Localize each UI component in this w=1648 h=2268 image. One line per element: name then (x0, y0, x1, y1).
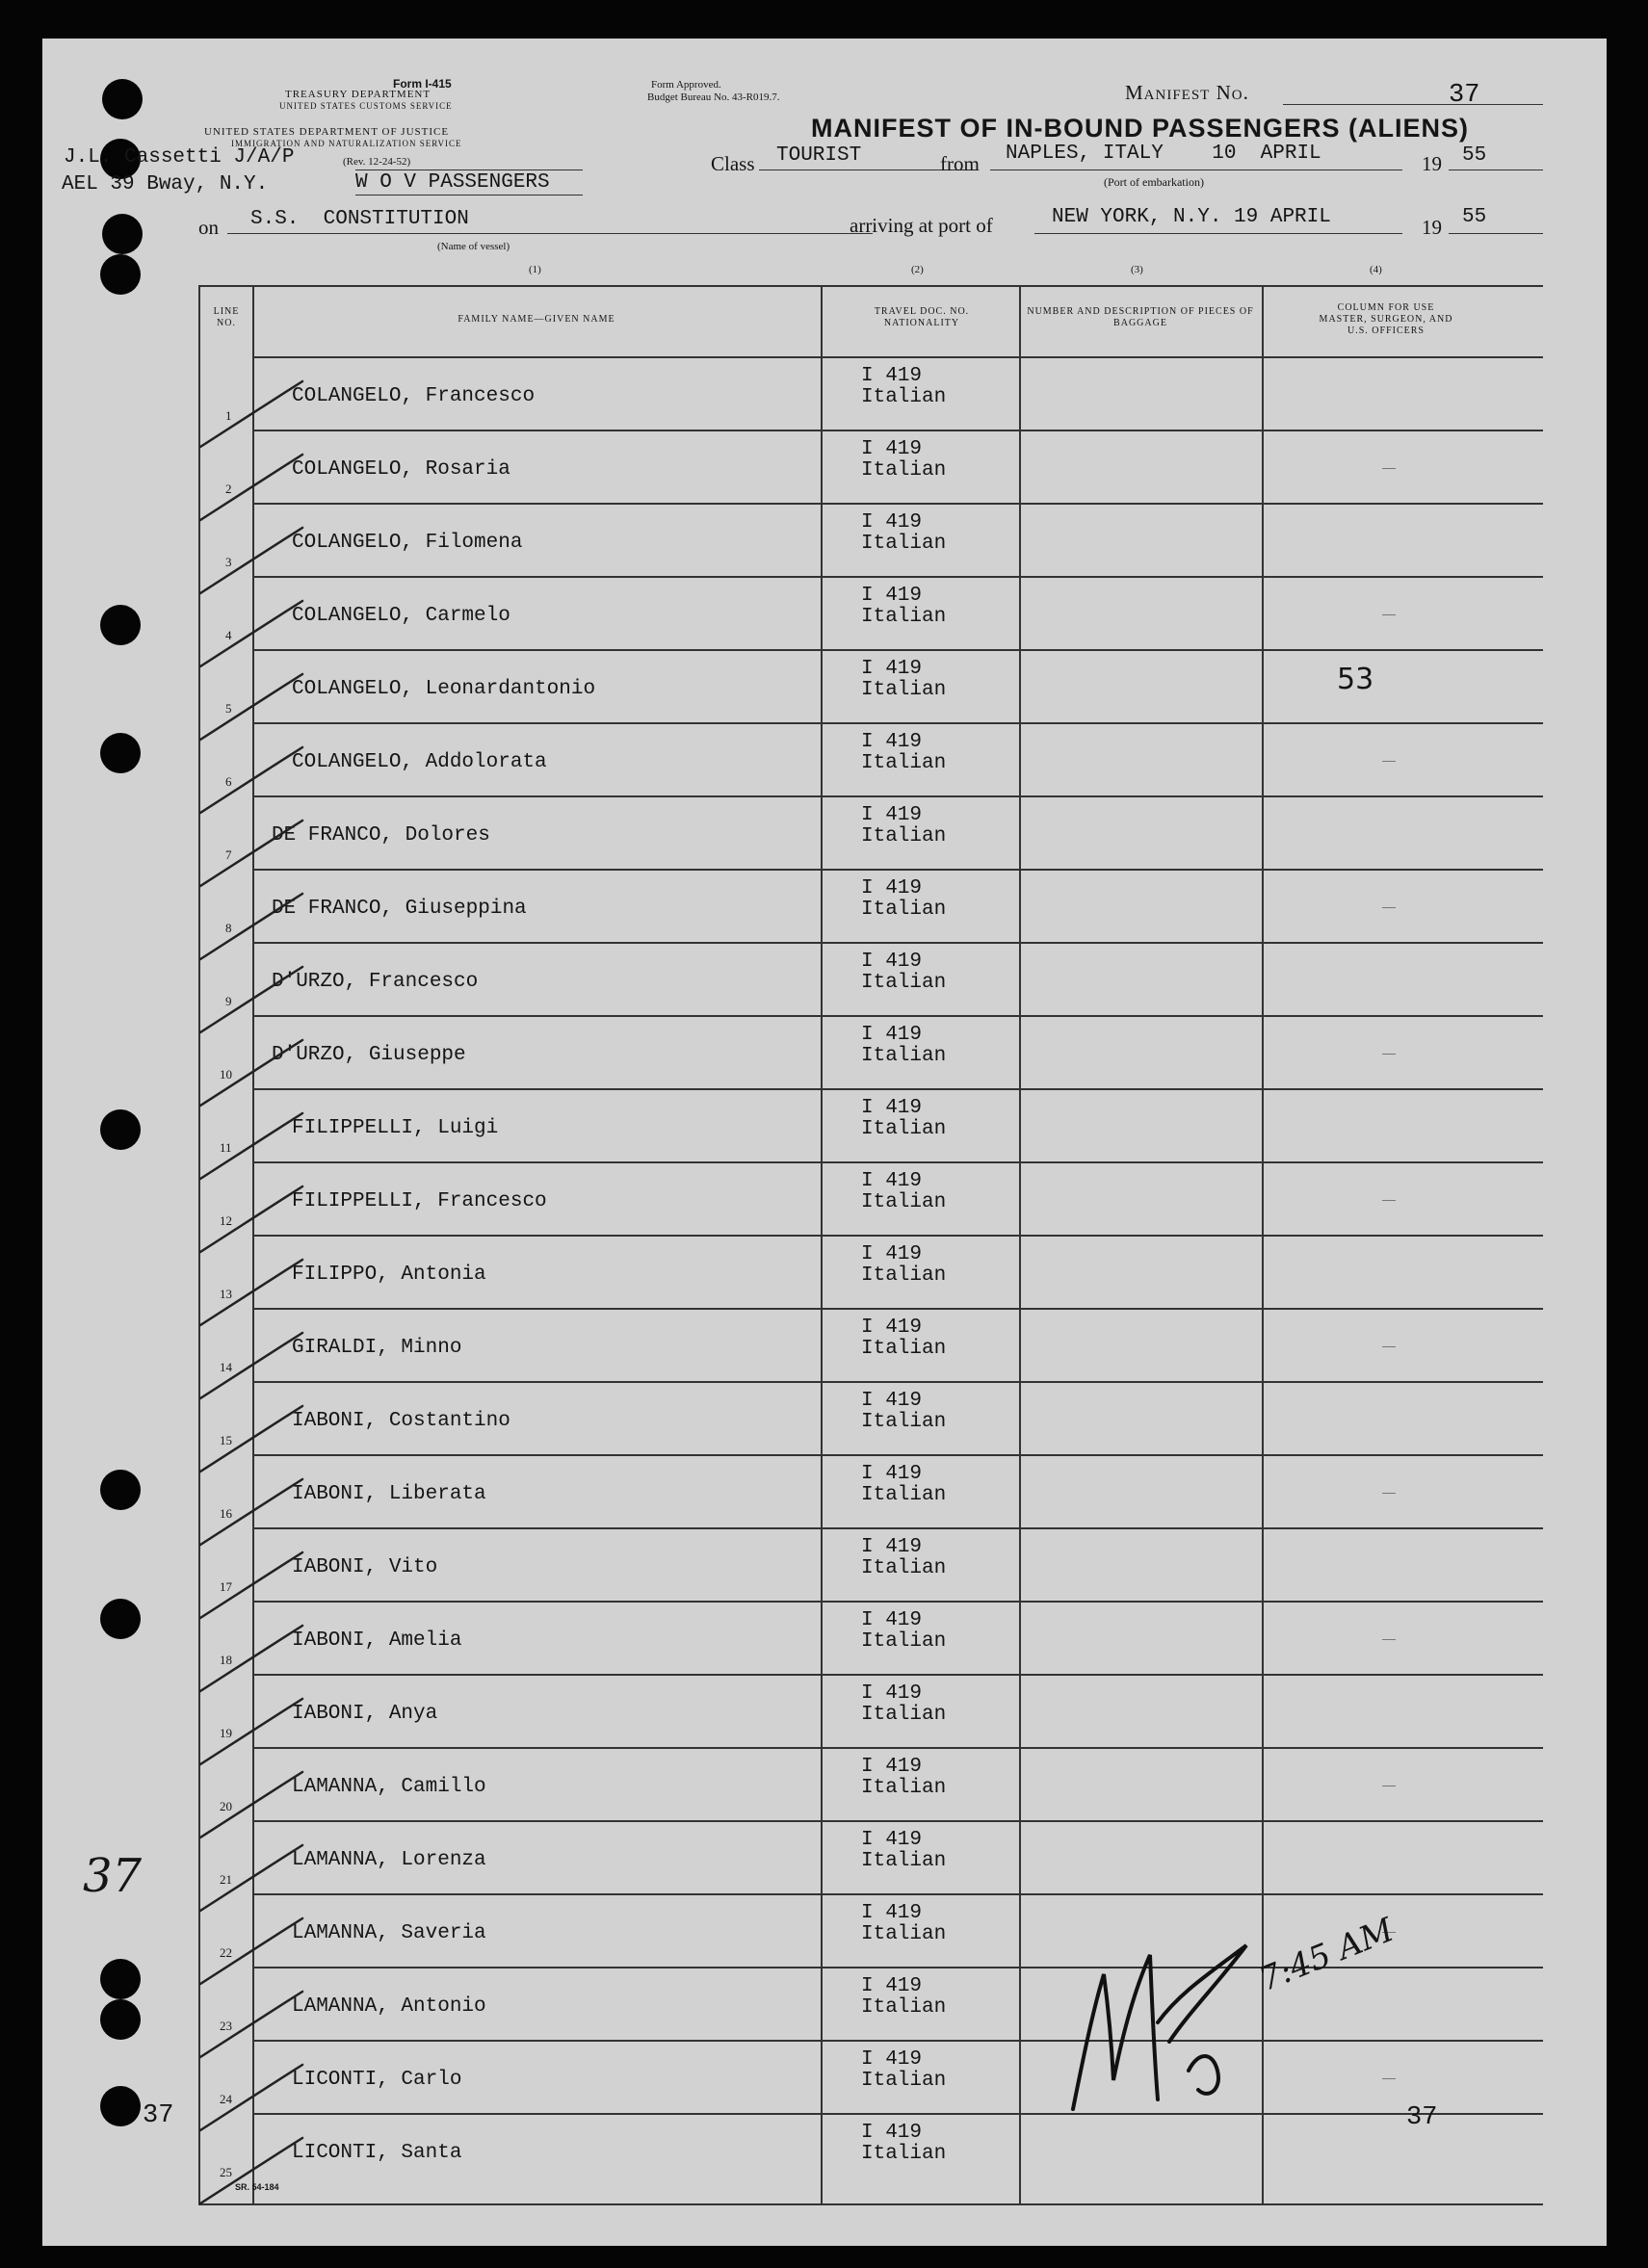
nationality: Italian (861, 1630, 947, 1653)
wov-passengers: W O V PASSENGERS (355, 171, 550, 194)
agent-stamp-line1: J.L. Cassetti J/A/P (64, 146, 295, 169)
line-number: 8 (225, 921, 232, 935)
nationality: Italian (861, 2143, 947, 2165)
line-number: 25 (220, 2165, 232, 2179)
baggage-note: 53 (1337, 663, 1374, 696)
print-code: SR. 54-184 (235, 2182, 279, 2192)
line-number: 24 (220, 2092, 232, 2106)
passenger-name: D'URZO, Giuseppe (272, 1044, 466, 1066)
line-number: 12 (220, 1213, 232, 1228)
check-mark (198, 1034, 314, 1111)
line-number: 13 (220, 1287, 232, 1301)
nationality: Italian (861, 606, 947, 628)
travel-doc-cell (861, 805, 946, 847)
inspector-signature (1044, 1907, 1275, 2119)
passenger-name: LICONTI, Carlo (292, 2069, 462, 2091)
check-mark (198, 1181, 314, 1258)
year-embark: 55 (1462, 144, 1487, 167)
check-mark (198, 1693, 314, 1770)
line-number: 21 (220, 1872, 232, 1887)
travel-doc-cell (861, 878, 946, 921)
travel-doc-number: I 419 (861, 1097, 923, 1119)
nationality: Italian (861, 1264, 947, 1287)
nationality: Italian (861, 459, 947, 482)
travel-doc-cell (861, 1683, 946, 1726)
travel-doc-number: I 419 (861, 1463, 923, 1485)
line-number: 15 (220, 1433, 232, 1447)
column-header-travel-doc: TRAVEL DOC. NO. NATIONALITY (874, 306, 970, 328)
nationality: Italian (861, 1338, 947, 1360)
nationality: Italian (861, 2070, 947, 2092)
check-mark (198, 668, 314, 745)
travel-doc-number: I 419 (861, 951, 923, 973)
officer-dash (1382, 1639, 1396, 1640)
punch-hole (100, 1959, 141, 1999)
passenger-name: LAMANNA, Saveria (292, 1922, 486, 1944)
vessel-caption: (Name of vessel) (437, 241, 510, 252)
check-mark (198, 376, 314, 453)
travel-doc-number: I 419 (861, 2122, 923, 2144)
travel-doc-cell (861, 1025, 946, 1067)
agent-stamp-line2: AEL 39 Bway, N.Y. (62, 173, 269, 196)
travel-doc-cell (861, 1391, 946, 1433)
punch-hole (100, 1999, 141, 2040)
check-mark (198, 449, 314, 526)
margin-number: 37 (83, 1849, 143, 1903)
check-mark (198, 1986, 314, 2063)
punch-hole (102, 214, 143, 254)
line-number: 14 (220, 1360, 232, 1374)
nationality: Italian (861, 1850, 947, 1872)
travel-doc-cell (861, 1171, 946, 1213)
officer-dash (1382, 761, 1396, 762)
travel-doc-number: I 419 (861, 2048, 923, 2071)
travel-doc-number: I 419 (861, 1609, 923, 1631)
travel-doc-cell (861, 1317, 946, 1360)
passenger-name: DE FRANCO, Giuseppina (272, 898, 527, 920)
punch-hole (102, 79, 143, 119)
year-prefix-arrival: 19 (1422, 216, 1442, 239)
check-mark (198, 2132, 314, 2209)
form-approved: Form Approved. (651, 79, 721, 91)
travel-doc-cell (861, 512, 946, 555)
nationality: Italian (861, 1484, 947, 1506)
nationality: Italian (861, 386, 947, 408)
punch-hole (100, 254, 141, 295)
travel-doc-number: I 419 (861, 1170, 923, 1192)
signature-time: 7:45 AM (1253, 1911, 1399, 1999)
line-number: 10 (220, 1067, 232, 1082)
class-value: TOURIST (776, 144, 862, 167)
check-mark (198, 1400, 314, 1477)
travel-doc-cell (861, 1610, 946, 1653)
passenger-name: DE FRANCO, Dolores (272, 824, 490, 847)
passenger-name: IABONI, Costantino (292, 1410, 510, 1432)
passenger-name: LAMANNA, Antonio (292, 1995, 486, 2018)
line-number: 19 (220, 1726, 232, 1740)
manifest-page (42, 39, 1607, 2246)
line-number: 6 (225, 774, 232, 789)
passenger-table (198, 285, 1543, 2205)
travel-doc-number: I 419 (861, 658, 923, 680)
passenger-name: COLANGELO, Filomena (292, 532, 523, 554)
budget-bureau: Budget Bureau No. 43-R019.7. (647, 91, 780, 103)
line-number: 18 (220, 1653, 232, 1667)
travel-doc-number: I 419 (861, 1902, 923, 1924)
class-label: Class (711, 152, 755, 175)
travel-doc-cell (861, 1757, 946, 1799)
nationality: Italian (861, 1045, 947, 1067)
immigration-label: IMMIGRATION AND NATURALIZATION SERVICE (231, 139, 462, 148)
nationality: Italian (861, 679, 947, 701)
officer-dash (1382, 1493, 1396, 1494)
travel-doc-cell (861, 586, 946, 628)
passenger-name: IABONI, Vito (292, 1556, 438, 1578)
check-mark (198, 1547, 314, 1624)
officer-dash (1382, 2078, 1396, 2079)
arrival-port: NEW YORK, N.Y. 19 APRIL (1052, 206, 1331, 228)
check-mark (198, 1766, 314, 1843)
travel-doc-number: I 419 (861, 585, 923, 607)
nationality: Italian (861, 899, 947, 921)
punch-hole (100, 2086, 141, 2126)
officer-dash (1382, 1346, 1396, 1347)
passenger-name: COLANGELO, Leonardantonio (292, 678, 596, 700)
year-arrival: 55 (1462, 206, 1487, 228)
travel-doc-number: I 419 (861, 1316, 923, 1339)
treasury-label: TREASURY DEPARTMENT (285, 89, 432, 100)
column-header-officers: COLUMN FOR USE MASTER, SURGEON, AND U.S. OFFICERS (1319, 302, 1453, 336)
punch-hole (100, 1109, 141, 1150)
bottom-left-number: 37 (143, 2101, 174, 2130)
travel-doc-cell (861, 2123, 946, 2165)
passenger-name: LAMANNA, Lorenza (292, 1849, 486, 1871)
justice-label: UNITED STATES DEPARTMENT OF JUSTICE (204, 126, 450, 138)
travel-doc-cell (861, 2049, 946, 2092)
line-number: 9 (225, 994, 232, 1008)
travel-doc-number: I 419 (861, 1756, 923, 1778)
line-number: 17 (220, 1579, 232, 1594)
nationality: Italian (861, 752, 947, 774)
check-mark (198, 742, 314, 819)
travel-doc-number: I 419 (861, 1243, 923, 1265)
passenger-name: IABONI, Amelia (292, 1629, 462, 1652)
nationality: Italian (861, 1118, 947, 1140)
line-number: 4 (225, 628, 232, 642)
travel-doc-number: I 419 (861, 1975, 923, 1997)
travel-doc-number: I 419 (861, 877, 923, 899)
travel-doc-cell (861, 1244, 946, 1287)
officer-dash (1382, 907, 1396, 908)
officer-dash (1382, 1200, 1396, 1201)
nationality: Italian (861, 825, 947, 847)
travel-doc-number: I 419 (861, 1682, 923, 1705)
check-mark (198, 961, 314, 1038)
travel-doc-cell (861, 952, 946, 994)
travel-doc-number: I 419 (861, 1536, 923, 1558)
passenger-name: LICONTI, Santa (292, 2142, 462, 2164)
revision-label: (Rev. 12-24-52) (343, 156, 411, 168)
line-number: 5 (225, 701, 232, 716)
travel-doc-cell (861, 1830, 946, 1872)
passenger-name: FILIPPELLI, Francesco (292, 1190, 547, 1212)
passenger-name: IABONI, Liberata (292, 1483, 486, 1505)
punch-hole (100, 733, 141, 773)
vessel-name: S.S. CONSTITUTION (250, 208, 469, 230)
check-mark (198, 888, 314, 965)
bottom-right-number: 37 (1406, 2103, 1438, 2132)
passenger-name: LAMANNA, Camillo (292, 1776, 486, 1798)
nationality: Italian (861, 533, 947, 555)
nationality: Italian (861, 1557, 947, 1579)
nationality: Italian (861, 1704, 947, 1726)
customs-label: UNITED STATES CUSTOMS SERVICE (279, 101, 453, 111)
passenger-name: COLANGELO, Addolorata (292, 751, 547, 773)
check-mark (198, 1254, 314, 1331)
passenger-name: GIRALDI, Minno (292, 1337, 462, 1359)
officer-dash (1382, 614, 1396, 615)
port-embark-caption: (Port of embarkation) (1104, 175, 1204, 189)
travel-doc-number: I 419 (861, 511, 923, 534)
punch-hole (100, 1470, 141, 1510)
nationality: Italian (861, 1923, 947, 1945)
column-header-name: FAMILY NAME—GIVEN NAME (458, 314, 615, 325)
column-header-line-no: LINE NO. (213, 306, 240, 328)
travel-doc-number: I 419 (861, 1024, 923, 1046)
port-embarkation: NAPLES, ITALY 10 APRIL (1006, 143, 1321, 165)
travel-doc-number: I 419 (861, 1829, 923, 1851)
travel-doc-cell (861, 659, 946, 701)
line-number: 23 (220, 2019, 232, 2033)
line-number: 1 (225, 408, 232, 423)
line-number: 7 (225, 847, 232, 862)
year-prefix-embark: 19 (1422, 152, 1442, 175)
check-mark (198, 522, 314, 599)
manifest-no-label: Manifest No. (1125, 81, 1249, 104)
officer-dash (1382, 1054, 1396, 1055)
travel-doc-cell (861, 1464, 946, 1506)
check-mark (198, 1108, 314, 1185)
nationality: Italian (861, 972, 947, 994)
travel-doc-number: I 419 (861, 365, 923, 387)
form-number: Form I-415 (393, 77, 452, 91)
nationality: Italian (861, 1996, 947, 2019)
on-label: on (198, 216, 219, 239)
travel-doc-cell (861, 1976, 946, 2019)
manifest-number: 37 (1449, 81, 1480, 110)
column-number-1: (1) (529, 264, 541, 275)
nationality: Italian (861, 1777, 947, 1799)
passenger-name: COLANGELO, Carmelo (292, 605, 510, 627)
check-mark (198, 1913, 314, 1990)
check-mark (198, 815, 314, 892)
arriving-label: arriving at port of (850, 214, 993, 237)
check-mark (198, 1839, 314, 1916)
column-number-3: (3) (1131, 264, 1143, 275)
column-header-baggage: NUMBER AND DESCRIPTION OF PIECES OF BAGGAGE (1027, 306, 1254, 328)
passenger-name: IABONI, Anya (292, 1703, 438, 1725)
travel-doc-cell (861, 732, 946, 774)
travel-doc-cell (861, 439, 946, 482)
line-number: 16 (220, 1506, 232, 1521)
passenger-name: COLANGELO, Francesco (292, 385, 536, 407)
travel-doc-number: I 419 (861, 804, 923, 826)
passenger-name: COLANGELO, Rosaria (292, 458, 510, 481)
passenger-name: FILIPPO, Antonia (292, 1264, 486, 1286)
punch-hole (100, 1599, 141, 1639)
line-number: 22 (220, 1945, 232, 1960)
travel-doc-number: I 419 (861, 438, 923, 460)
check-mark (198, 1327, 314, 1404)
travel-doc-number: I 419 (861, 731, 923, 753)
check-mark (198, 595, 314, 672)
passenger-name: FILIPPELLI, Luigi (292, 1117, 499, 1139)
line-number: 2 (225, 482, 232, 496)
check-mark (198, 1620, 314, 1697)
column-number-2: (2) (911, 264, 924, 275)
line-number: 20 (220, 1799, 232, 1813)
passenger-name: D'URZO, Francesco (272, 971, 479, 993)
check-mark (198, 2059, 314, 2136)
travel-doc-number: I 419 (861, 1390, 923, 1412)
line-number: 3 (225, 555, 232, 569)
nationality: Italian (861, 1191, 947, 1213)
column-number-4: (4) (1370, 264, 1382, 275)
nationality: Italian (861, 1411, 947, 1433)
line-number: 11 (220, 1140, 232, 1155)
travel-doc-cell (861, 1903, 946, 1945)
manifest-title: MANIFEST OF IN-BOUND PASSENGERS (ALIENS) (811, 114, 1470, 143)
travel-doc-cell (861, 366, 946, 408)
travel-doc-cell (861, 1098, 946, 1140)
punch-hole (100, 605, 141, 645)
officer-dash (1382, 468, 1396, 469)
travel-doc-cell (861, 1537, 946, 1579)
from-label: from (940, 152, 980, 175)
check-mark (198, 1473, 314, 1551)
